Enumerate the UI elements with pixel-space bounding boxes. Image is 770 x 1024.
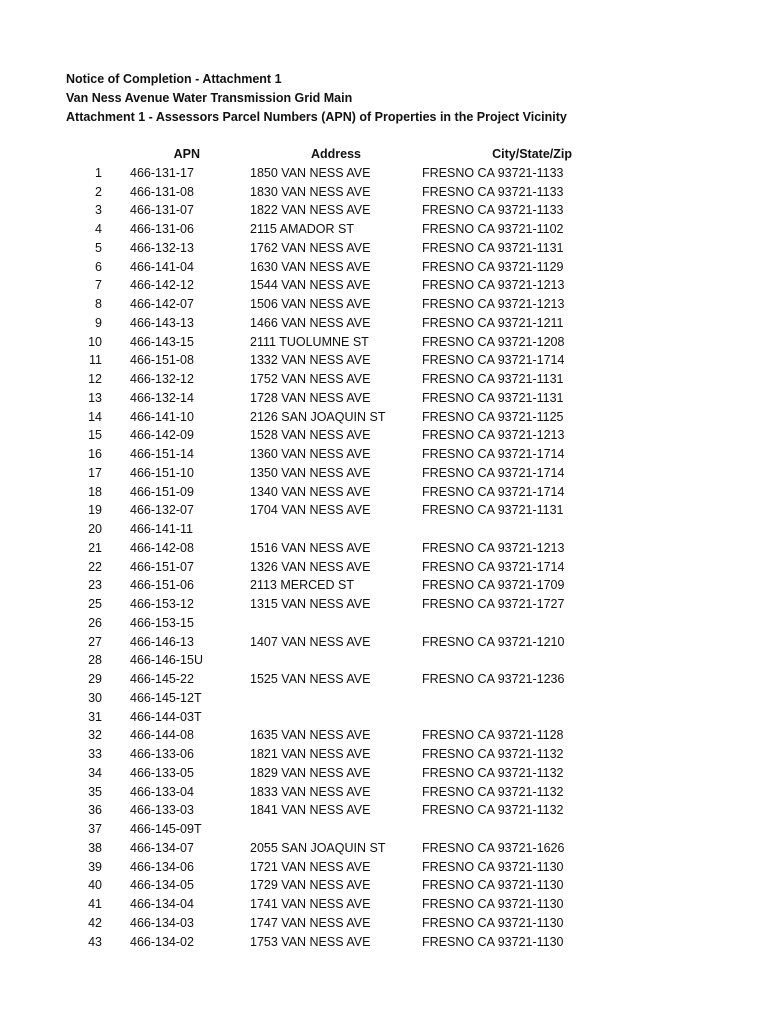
- row-city-state-zip: FRESNO CA 93721-1132: [422, 784, 564, 799]
- row-number: 10: [88, 334, 102, 349]
- row-city-state-zip: FRESNO CA 93721-1130: [422, 897, 564, 911]
- row-apn: 466-134-07: [130, 840, 194, 855]
- row-apn: 466-146-15U: [130, 653, 203, 668]
- row-number: 8: [95, 297, 102, 311]
- row-address: 1544 VAN NESS AVE: [250, 278, 371, 293]
- row-city-state-zip: FRESNO CA 93721-1213: [422, 297, 565, 311]
- heading-line-3: Attachment 1 - Assessors Parcel Numbers (APN) of Properties in the Project Vicinity: [66, 110, 567, 124]
- table-row: [60, 501, 578, 520]
- row-apn: 466-133-06: [130, 747, 194, 761]
- row-city-state-zip: FRESNO CA 93721-1210: [422, 634, 565, 649]
- row-address: 1741 VAN NESS AVE: [250, 897, 371, 911]
- row-apn: 466-133-03: [130, 803, 194, 818]
- row-address: 1407 VAN NESS AVE: [250, 634, 371, 649]
- row-address: 1704 VAN NESS AVE: [250, 503, 371, 518]
- table-row: [60, 670, 578, 689]
- row-number: 15: [88, 428, 102, 443]
- column-header-address: Address: [310, 147, 362, 161]
- table-row: [60, 183, 578, 202]
- table-row: [60, 933, 578, 952]
- table-row: [60, 914, 578, 933]
- row-city-state-zip: FRESNO CA 93721-1132: [422, 803, 564, 818]
- row-apn: 466-142-09: [130, 428, 194, 443]
- row-address: 1350 VAN NESS AVE: [250, 465, 371, 480]
- row-address: 1821 VAN NESS AVE: [250, 747, 371, 761]
- row-apn: 466-142-07: [130, 297, 194, 311]
- row-number: 7: [95, 278, 102, 293]
- row-apn: 466-132-12: [130, 372, 194, 386]
- row-number: 2: [95, 184, 102, 199]
- row-address: 1516 VAN NESS AVE: [250, 540, 371, 555]
- row-city-state-zip: FRESNO CA 93721-1714: [422, 559, 565, 574]
- row-city-state-zip: FRESNO CA 93721-1132: [422, 747, 564, 761]
- table-row: [60, 333, 578, 352]
- row-city-state-zip: FRESNO CA 93721-1102: [422, 222, 564, 236]
- row-city-state-zip: [422, 689, 578, 708]
- row-number: 34: [88, 765, 102, 780]
- row-apn: 466-144-03T: [130, 709, 202, 724]
- row-number: 23: [88, 578, 102, 593]
- row-address: 1850 VAN NESS AVE: [250, 165, 371, 180]
- row-number: 21: [88, 540, 102, 555]
- row-number: 12: [88, 372, 102, 386]
- row-address: 1332 VAN NESS AVE: [250, 353, 371, 368]
- row-number: 41: [88, 897, 102, 911]
- table-row: [60, 408, 578, 427]
- column-header-apn: APN: [173, 147, 200, 161]
- row-address: 1747 VAN NESS AVE: [250, 915, 371, 930]
- row-number: 27: [88, 634, 102, 649]
- row-apn: 466-132-07: [130, 503, 194, 518]
- row-city-state-zip: FRESNO CA 93721-1131: [422, 390, 564, 405]
- row-number: 35: [88, 784, 102, 799]
- table-row: [60, 876, 578, 895]
- row-number: 38: [88, 840, 102, 855]
- row-address: 2115 AMADOR ST: [250, 222, 354, 236]
- row-apn: 466-131-06: [130, 222, 194, 236]
- row-address: 1729 VAN NESS AVE: [250, 878, 371, 893]
- row-city-state-zip: FRESNO CA 93721-1133: [422, 184, 564, 199]
- row-apn: 466-134-05: [130, 878, 194, 893]
- row-city-state-zip: FRESNO CA 93721-1208: [422, 334, 565, 349]
- row-apn: 466-145-09T: [130, 822, 202, 836]
- row-address: 2126 SAN JOAQUIN ST: [250, 409, 386, 424]
- row-city-state-zip: FRESNO CA 93721-1130: [422, 934, 564, 949]
- table-row: [60, 783, 578, 802]
- row-address: 1833 VAN NESS AVE: [250, 784, 371, 799]
- apn-table: [60, 145, 578, 951]
- row-address: 1326 VAN NESS AVE: [250, 559, 371, 574]
- table-row: [60, 370, 578, 389]
- table-row: [60, 389, 578, 408]
- row-number: 40: [88, 878, 102, 893]
- row-city-state-zip: FRESNO CA 93721-1236: [422, 672, 565, 686]
- row-city-state-zip: [422, 520, 578, 539]
- row-number: 20: [88, 522, 102, 536]
- row-number: 14: [88, 409, 102, 424]
- row-address: [250, 820, 422, 839]
- row-number: 13: [88, 390, 102, 405]
- row-address: 1466 VAN NESS AVE: [250, 315, 371, 330]
- table-row: [60, 483, 578, 502]
- row-apn: 466-142-12: [130, 278, 194, 293]
- row-number: 5: [95, 240, 102, 255]
- row-city-state-zip: FRESNO CA 93721-1125: [422, 409, 564, 424]
- row-apn: 466-134-02: [130, 934, 194, 949]
- table-row: [60, 745, 578, 764]
- row-apn: 466-132-13: [130, 240, 194, 255]
- row-apn: 466-153-15: [130, 615, 194, 630]
- table-row: [60, 895, 578, 914]
- row-number: 4: [95, 222, 102, 236]
- row-number: 18: [88, 484, 102, 499]
- row-address: 1630 VAN NESS AVE: [250, 259, 371, 274]
- row-city-state-zip: FRESNO CA 93721-1133: [422, 203, 564, 218]
- row-number: 6: [95, 259, 102, 274]
- row-number: 29: [88, 672, 102, 686]
- row-apn: 466-144-08: [130, 728, 194, 743]
- row-city-state-zip: FRESNO CA 93721-1129: [422, 259, 564, 274]
- row-city-state-zip: [422, 820, 578, 839]
- table-row: [60, 633, 578, 652]
- row-apn: 466-151-06: [130, 578, 194, 593]
- row-address: [250, 520, 422, 539]
- row-city-state-zip: FRESNO CA 93721-1131: [422, 503, 564, 518]
- table-row: [60, 539, 578, 558]
- table-row: [60, 595, 578, 614]
- row-number: 36: [88, 803, 102, 818]
- table-row: [60, 651, 578, 670]
- row-apn: 466-142-08: [130, 540, 194, 555]
- row-number: 26: [88, 615, 102, 630]
- row-apn: 466-153-12: [130, 597, 194, 611]
- table-row: [60, 464, 578, 483]
- row-number: 37: [88, 822, 102, 836]
- row-apn: 466-141-11: [130, 522, 194, 536]
- row-address: 1752 VAN NESS AVE: [250, 372, 371, 386]
- row-number: 32: [88, 728, 102, 743]
- document-heading: [66, 70, 726, 127]
- row-apn: 466-132-14: [130, 390, 194, 405]
- table-row: [60, 426, 578, 445]
- row-city-state-zip: FRESNO CA 93721-1128: [422, 728, 564, 743]
- table-row: [60, 239, 578, 258]
- table-row: [60, 614, 578, 633]
- row-city-state-zip: FRESNO CA 93721-1709: [422, 578, 565, 593]
- row-city-state-zip: FRESNO CA 93721-1213: [422, 428, 565, 443]
- row-address: 2055 SAN JOAQUIN ST: [250, 840, 386, 855]
- table-row: [60, 258, 578, 277]
- row-apn: 466-134-03: [130, 915, 194, 930]
- row-apn: 466-151-09: [130, 484, 194, 499]
- row-address: 1762 VAN NESS AVE: [250, 240, 371, 255]
- row-address: 1525 VAN NESS AVE: [250, 672, 371, 686]
- row-apn: 466-145-12T: [130, 690, 202, 705]
- row-apn: 466-141-04: [130, 259, 194, 274]
- row-address: 1360 VAN NESS AVE: [250, 447, 371, 461]
- row-city-state-zip: FRESNO CA 93721-1213: [422, 540, 565, 555]
- row-city-state-zip: FRESNO CA 93721-1131: [422, 240, 564, 255]
- heading-line-1: Notice of Completion - Attachment 1: [66, 72, 282, 86]
- column-header-city-state-zip: City/State/Zip: [492, 147, 572, 161]
- row-city-state-zip: FRESNO CA 93721-1130: [422, 859, 564, 874]
- column-header-number: [60, 145, 130, 164]
- table-row: [60, 689, 578, 708]
- row-number: 9: [95, 315, 102, 330]
- table-row: [60, 164, 578, 183]
- row-apn: 466-131-17: [130, 165, 194, 180]
- row-apn: 466-151-07: [130, 559, 194, 574]
- row-city-state-zip: FRESNO CA 93721-1133: [422, 165, 564, 180]
- row-address: 2111 TUOLUMNE ST: [250, 334, 369, 349]
- row-city-state-zip: [422, 708, 578, 727]
- row-city-state-zip: FRESNO CA 93721-1213: [422, 278, 565, 293]
- row-address: 1822 VAN NESS AVE: [250, 203, 371, 218]
- row-number: 31: [88, 709, 102, 724]
- row-number: 16: [88, 447, 102, 461]
- row-number: 33: [88, 747, 102, 761]
- table-row: [60, 708, 578, 727]
- table-row: [60, 314, 578, 333]
- row-apn: 466-141-10: [130, 409, 194, 424]
- row-city-state-zip: FRESNO CA 93721-1714: [422, 484, 565, 499]
- row-apn: 466-131-07: [130, 203, 194, 218]
- row-address: 1721 VAN NESS AVE: [250, 859, 371, 874]
- row-number: 22: [88, 559, 102, 574]
- row-city-state-zip: FRESNO CA 93721-1211: [422, 315, 564, 330]
- row-city-state-zip: FRESNO CA 93721-1131: [422, 372, 564, 386]
- table-row: [60, 445, 578, 464]
- row-city-state-zip: FRESNO CA 93721-1714: [422, 447, 565, 461]
- row-city-state-zip: [422, 614, 578, 633]
- row-apn: 466-145-22: [130, 672, 194, 686]
- row-address: 1340 VAN NESS AVE: [250, 484, 371, 499]
- row-city-state-zip: FRESNO CA 93721-1714: [422, 353, 565, 368]
- table-row: [60, 201, 578, 220]
- row-number: 3: [95, 203, 102, 218]
- table-row: [60, 520, 578, 539]
- table-row: [60, 839, 578, 858]
- row-address: 1635 VAN NESS AVE: [250, 728, 371, 743]
- table-row: [60, 295, 578, 314]
- row-number: 28: [88, 653, 102, 668]
- row-address: 1528 VAN NESS AVE: [250, 428, 371, 443]
- row-number: 11: [89, 353, 102, 368]
- row-address: [250, 708, 422, 727]
- row-number: 43: [88, 934, 102, 949]
- table-row: [60, 820, 578, 839]
- row-number: 30: [88, 690, 102, 705]
- table-row: [60, 576, 578, 595]
- table-row: [60, 351, 578, 370]
- row-apn: 466-134-06: [130, 859, 194, 874]
- row-apn: 466-151-14: [130, 447, 194, 461]
- row-address: 1830 VAN NESS AVE: [250, 184, 371, 199]
- table-row: [60, 726, 578, 745]
- row-city-state-zip: [422, 651, 578, 670]
- row-address: 1841 VAN NESS AVE: [250, 803, 371, 818]
- row-address: 1829 VAN NESS AVE: [250, 765, 371, 780]
- row-address: [250, 651, 422, 670]
- table-row: [60, 858, 578, 877]
- table-row: [60, 764, 578, 783]
- row-city-state-zip: FRESNO CA 93721-1132: [422, 765, 564, 780]
- row-city-state-zip: FRESNO CA 93721-1714: [422, 465, 565, 480]
- row-address: [250, 614, 422, 633]
- row-apn: 466-131-08: [130, 184, 194, 199]
- table-row: [60, 220, 578, 239]
- row-city-state-zip: FRESNO CA 93721-1130: [422, 915, 564, 930]
- row-apn: 466-151-10: [130, 465, 194, 480]
- row-number: 17: [88, 465, 102, 480]
- row-apn: 466-133-04: [130, 784, 194, 799]
- row-address: 1315 VAN NESS AVE: [250, 597, 371, 611]
- table-row: [60, 801, 578, 820]
- row-city-state-zip: FRESNO CA 93721-1626: [422, 840, 565, 855]
- row-number: 25: [88, 597, 102, 611]
- row-number: 19: [88, 503, 102, 518]
- row-address: 1753 VAN NESS AVE: [250, 934, 371, 949]
- row-address: 2113 MERCED ST: [250, 578, 354, 593]
- row-number: 39: [88, 859, 102, 874]
- row-address: 1728 VAN NESS AVE: [250, 390, 371, 405]
- table-header-row: [60, 145, 578, 164]
- row-apn: 466-143-13: [130, 315, 194, 330]
- table-body: [60, 164, 578, 952]
- row-number: 42: [88, 915, 102, 930]
- row-apn: 466-146-13: [130, 634, 194, 649]
- row-apn: 466-134-04: [130, 897, 194, 911]
- row-address: [250, 689, 422, 708]
- row-city-state-zip: FRESNO CA 93721-1130: [422, 878, 564, 893]
- row-address: 1506 VAN NESS AVE: [250, 297, 371, 311]
- row-apn: 466-143-15: [130, 334, 194, 349]
- row-apn: 466-133-05: [130, 765, 194, 780]
- row-number: 1: [95, 165, 102, 180]
- table-row: [60, 276, 578, 295]
- row-city-state-zip: FRESNO CA 93721-1727: [422, 597, 565, 611]
- row-apn: 466-151-08: [130, 353, 194, 368]
- table-row: [60, 558, 578, 577]
- heading-line-2: Van Ness Avenue Water Transmission Grid Main: [66, 91, 353, 105]
